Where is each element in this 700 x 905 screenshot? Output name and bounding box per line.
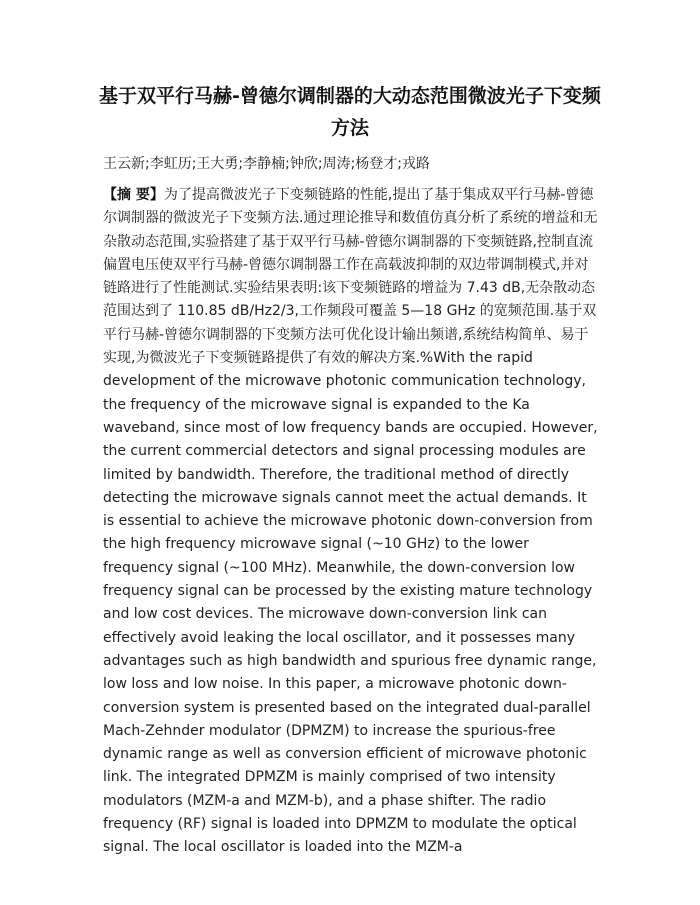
abstract-english: %With the rapid development of the microwave photonic communication technology, the frequency of the microwave signal is expanded to the Ka waveband, since most of low frequency bands are occupied. However, the current commercial detectors and signal processing modules are limited by bandwidth. Therefore, the traditional method of directly detecting the microwave signals cannot meet the actual demands. It is essential to achieve the microwave photonic down-conversion from the high frequency microwave signal (~10 GHz) to the lower frequency signal (~100 MHz). Meanwhile, the down-conversion low frequency signal can be processed by the existing mature technology and low cost devices. The microwave down-conversion link can effectively avoid leaking the local oscillator, and it possesses many advantages such as high bandwidth and spurious free dynamic range, low loss and low noise. In this paper, a microwave photonic down-conversion system is presented based on the integrated dual-parallel Mach-Zehnder modulator (DPMZM) to increase the spurious-free dynamic range as well as conversion efficient of microwave photonic link. The integrated DPMZM is mainly comprised of two intensity modulators (MZM-a and MZM-b), and a phase shifter. The radio frequency (RF) signal is loaded into DPMZM to modulate the optical signal. The local oscillator is loaded into the MZM-a bbox=[103, 350, 598, 856]
paper-title: 基于双平行马赫-曾德尔调制器的大动态范围微波光子下变频方法 bbox=[99, 85, 601, 139]
abstract-label: 【摘 要】 bbox=[103, 187, 164, 203]
abstract-chinese: 为了提高微波光子下变频链路的性能,提出了基于集成双平行马赫-曾德尔调制器的微波光子下变频方法.通过理论推导和数值仿真分析了系统的增益和无杂散动态范围,实验搭建了基于双平行马赫-曾德尔调制器的下变频链路,控制直流偏置电压使双平行马赫-曾德尔调制器工作在高载波抑制的双边带调制模式,并对链路进行了性能测试.实验结果表明:该下变频链路的增益为 7.43 dB,无杂散动态范围达到了 110.85 dB/Hz2/3,工作频段可覆盖 5—18 GHz 的宽频范围.基于双平行马赫-曾德尔调制器的下变频方法可优化设计输出频谱,系统结构简单、易于实现,为微波光子下变频链路提供了有效的解决方案. bbox=[103, 187, 598, 367]
abstract bbox=[103, 184, 598, 860]
author-list: 王云新;李虹历;王大勇;李静楠;钟欣;周涛;杨登才;戎路 bbox=[103, 156, 431, 172]
